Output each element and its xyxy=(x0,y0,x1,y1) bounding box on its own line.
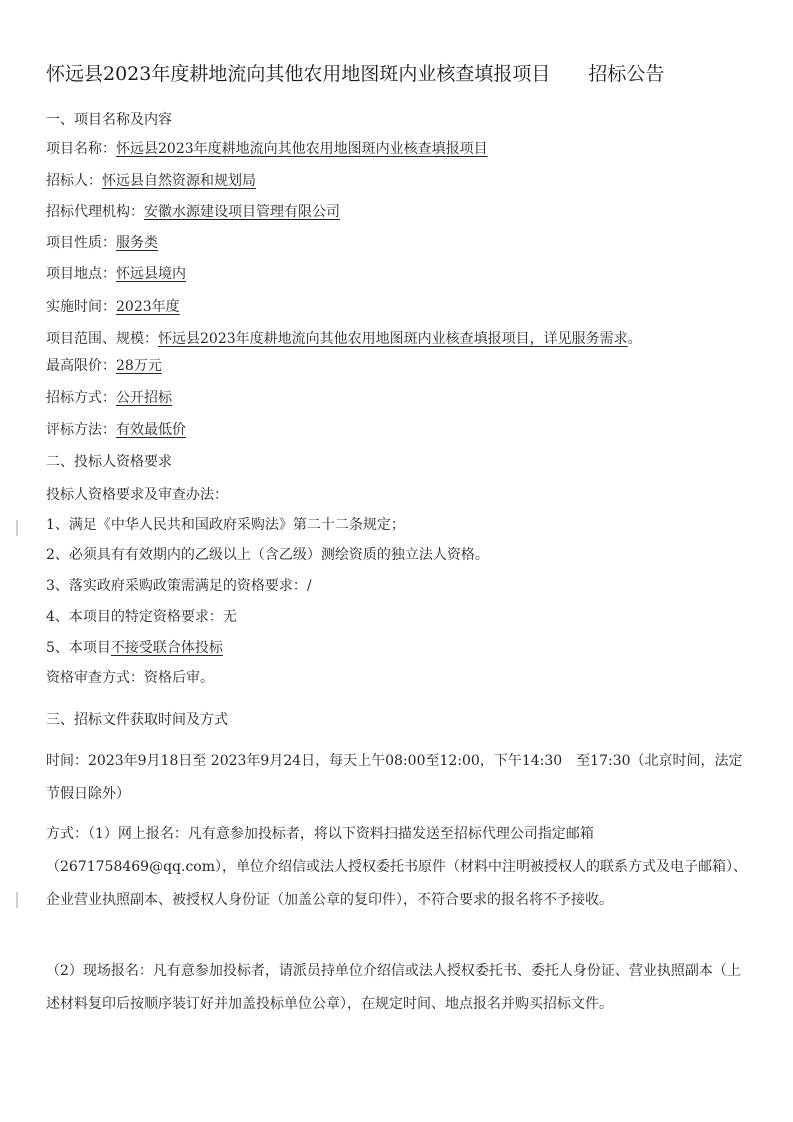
tender-method-value: 公开招标 xyxy=(116,390,172,406)
qualification-item-5 xyxy=(46,638,223,658)
project-location-value: 怀远县境内 xyxy=(116,266,186,282)
section-3-heading: 三、招标文件获取时间及方式 xyxy=(46,712,228,728)
qualification-item-4: 4、本项目的特定资格要求：无 xyxy=(46,609,237,625)
project-name-label: 项目名称： xyxy=(46,141,116,157)
project-scope-label: 项目范围、规模： xyxy=(46,331,158,347)
project-scope-row xyxy=(46,329,642,349)
project-nature-label: 项目性质： xyxy=(46,235,116,251)
tenderer-label: 招标人： xyxy=(46,173,102,189)
project-name-value: 怀远县2023年度耕地流向其他农用地图斑内业核查填报项目 xyxy=(116,141,488,157)
acquisition-time: 时间：2023年9月18日至 2023年9月24日，每天上午08:00至12:00，下午14:30 至17:30（北京时间，法定节假日除外） xyxy=(46,753,743,802)
implementation-time-row xyxy=(46,297,180,317)
project-nature-value: 服务类 xyxy=(116,235,158,251)
tender-method-label: 招标方式： xyxy=(46,390,116,406)
implementation-time-label: 实施时间： xyxy=(46,299,116,315)
qualification-item-1: 1、满足《中华人民共和国政府采购法》第二十二条规定； xyxy=(46,517,405,533)
project-nature-row xyxy=(46,233,158,253)
agency-label: 招标代理机构： xyxy=(46,204,144,220)
qualification-item-3: 3、落实政府采购政策需满足的资格要求：/ xyxy=(46,578,312,594)
project-scope-value: 怀远县2023年度耕地流向其他农用地图斑内业核查填报项目，详见服务需求 xyxy=(158,331,628,347)
onsite-registration: （2）现场报名：凡有意参加投标者，请派员持单位介绍信或法人授权委托书、委托人身份证、营业执照副本（上述材料复印后按顺序装订好并加盖投标单位公章），在规定时间、地点报名并购买招标文件。 xyxy=(46,963,741,1012)
qualification-review: 资格审查方式：资格后审。 xyxy=(46,670,214,686)
max-price-value: 28万元 xyxy=(116,358,162,374)
page-title xyxy=(46,60,766,88)
online-registration: 方式：（1）网上报名：凡有意参加投标者，将以下资料扫描发送至招标代理公司指定邮箱（2671758469@qq.com），单位介绍信或法人授权委托书原件（材料中注明被授权人的联系方式及电子邮箱）、企业营业执照副本、被授权人身份证（加盖公章的复印件），不符合要求的报名将不予接收。 xyxy=(46,826,747,908)
scan-mark xyxy=(16,892,18,908)
scan-mark xyxy=(16,520,18,536)
agency-row xyxy=(46,202,340,222)
evaluation-method-row xyxy=(46,420,186,440)
no-consortium-text: 不接受联合体投标 xyxy=(110,640,223,656)
tenderer-row xyxy=(46,171,256,191)
qualification-intro: 投标人资格要求及审查办法： xyxy=(46,487,228,503)
evaluation-method-label: 评标方法： xyxy=(46,422,116,438)
project-location-label: 项目地点： xyxy=(46,266,116,282)
evaluation-method-value: 有效最低价 xyxy=(116,422,186,438)
agency-value: 安徽水源建设项目管理有限公司 xyxy=(144,204,340,220)
project-name-row xyxy=(46,139,488,159)
title-main: 怀远县2023年度耕地流向其他农用地图斑内业核查填报项目 xyxy=(46,63,551,85)
implementation-time-value: 2023年度 xyxy=(116,299,180,315)
section-1-heading: 一、项目名称及内容 xyxy=(46,112,172,128)
tenderer-value: 怀远县自然资源和规划局 xyxy=(102,173,256,189)
max-price-row xyxy=(46,356,162,376)
project-scope-tail: 。 xyxy=(627,331,642,347)
project-location-row xyxy=(46,264,186,284)
qualification-item-2: 2、必须具有有效期内的乙级以上（含乙级）测绘资质的独立法人资格。 xyxy=(46,547,489,563)
title-suffix: 招标公告 xyxy=(588,63,665,85)
section-2-heading: 二、投标人资格要求 xyxy=(46,454,172,470)
max-price-label: 最高限价： xyxy=(46,358,116,374)
qualification-item-5-prefix: 5、本项目 xyxy=(46,640,111,656)
tender-method-row xyxy=(46,388,172,408)
